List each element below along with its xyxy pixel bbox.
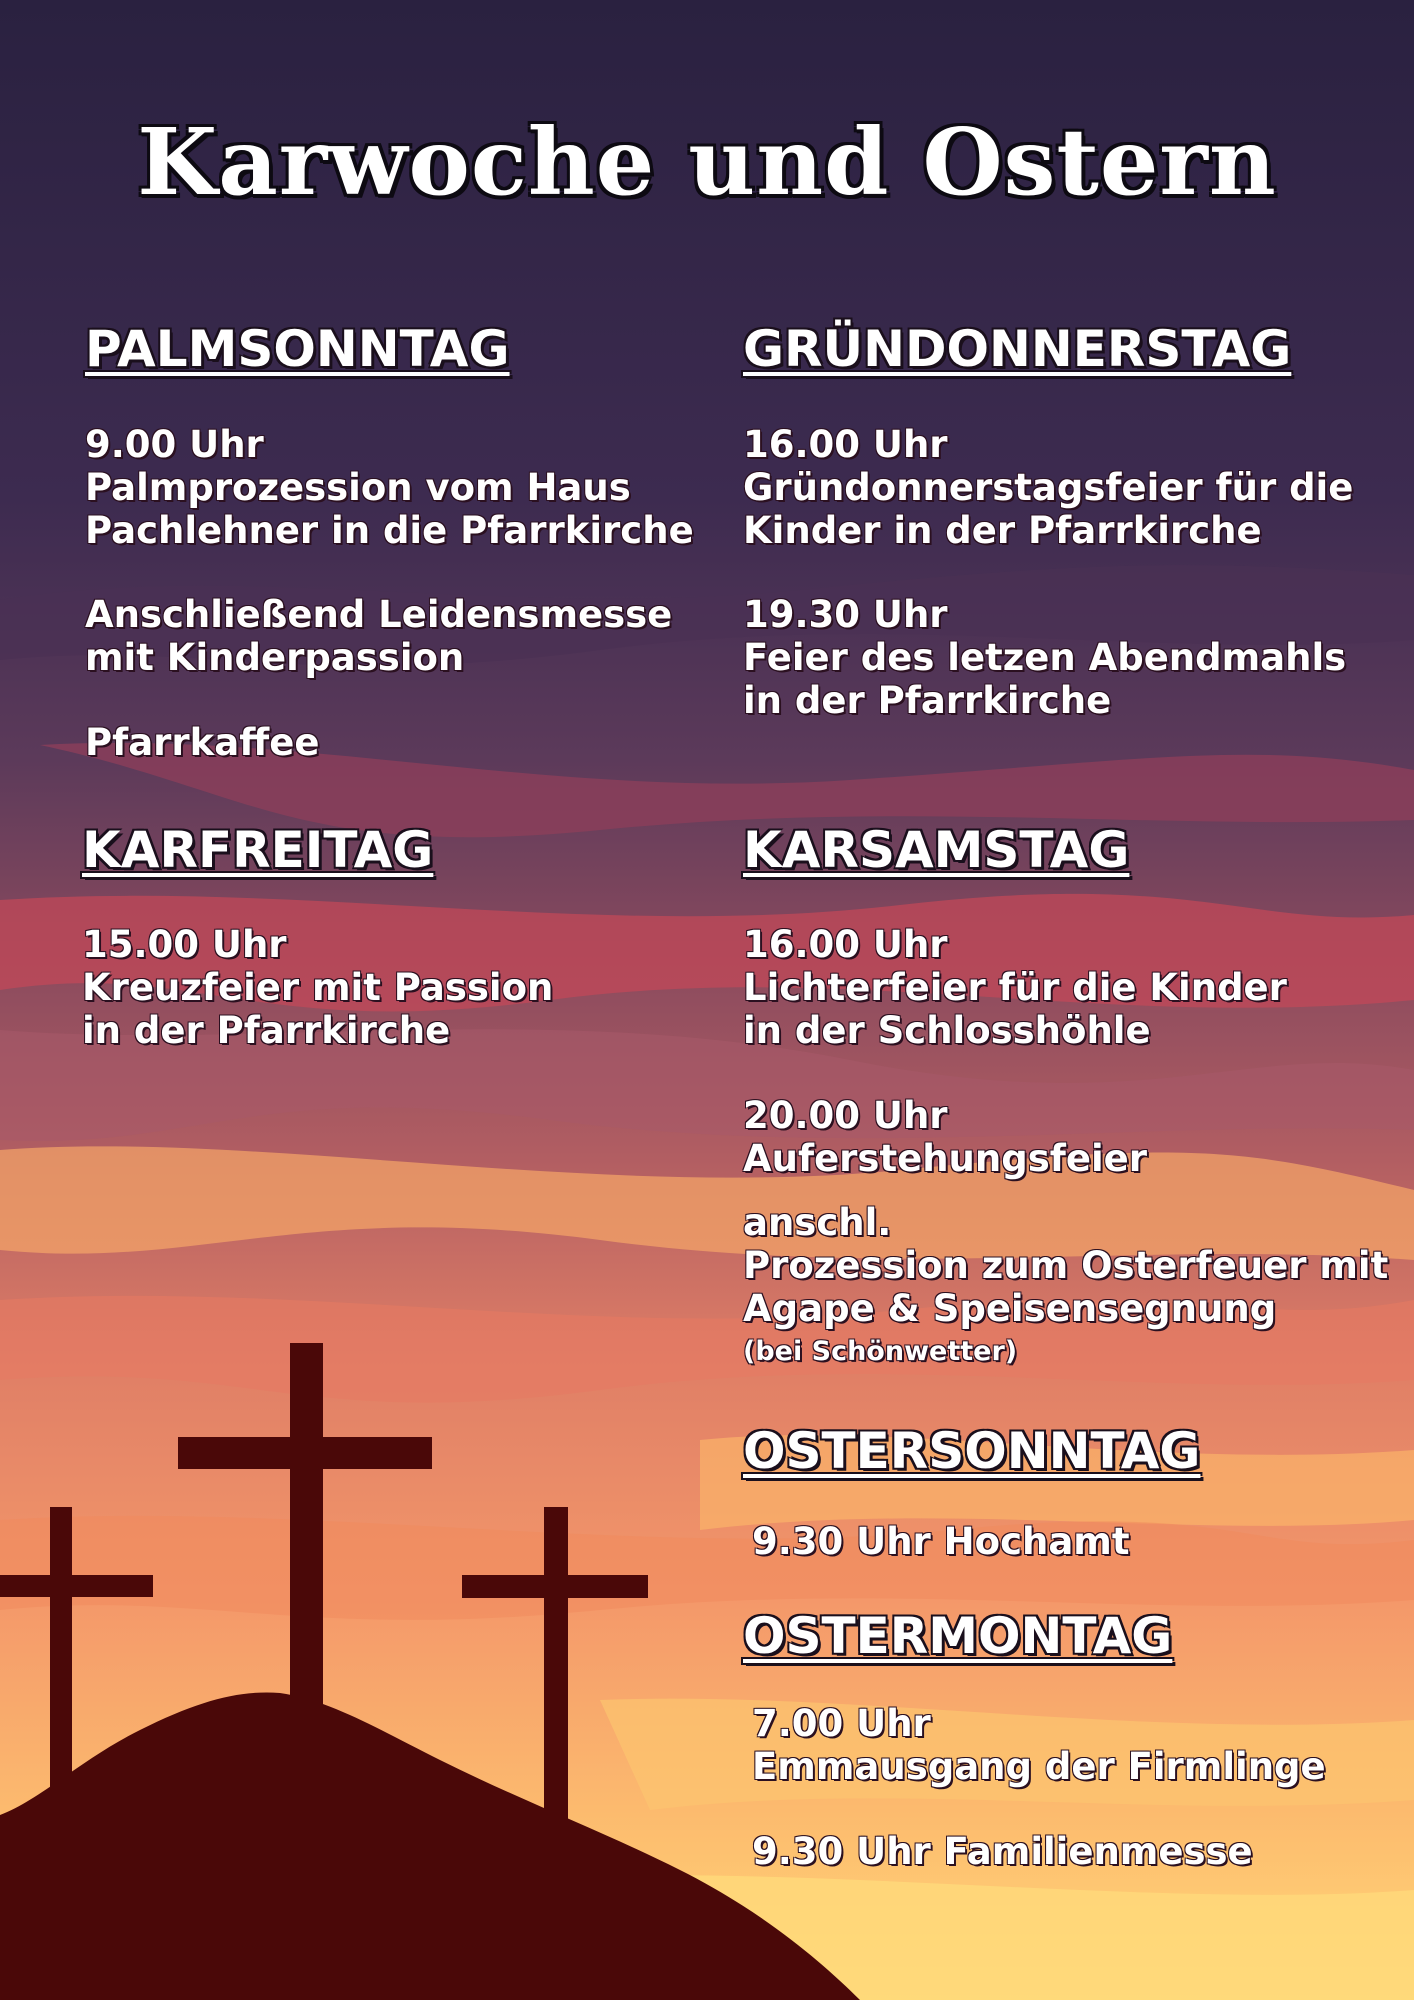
entry-karfreitag-1: 15.00 Uhr Kreuzfeier mit Passion in der Pfarrkirche <box>82 923 554 1052</box>
cross-right-beam <box>462 1575 648 1598</box>
cross-right-post <box>544 1507 568 1827</box>
cross-center-post <box>290 1343 323 1708</box>
heading-karsamstag: KARSAMSTAG <box>743 821 1130 879</box>
heading-karfreitag: KARFREITAG <box>82 821 434 879</box>
entry-ostermontag-2: 9.30 Uhr Familienmesse <box>752 1830 1253 1873</box>
entry-ostersonntag-1: 9.30 Uhr Hochamt <box>752 1520 1130 1563</box>
cross-left-beam <box>0 1575 153 1597</box>
entry-gruendonnerstag-1: 16.00 Uhr Gründonnerstagsfeier für die Kinder in der Pfarrkirche <box>743 423 1354 552</box>
heading-palmsonntag: PALMSONNTAG <box>85 320 510 378</box>
cross-left-post <box>50 1507 72 1827</box>
heading-ostersonntag: OSTERSONNTAG <box>743 1422 1201 1480</box>
entry-karsamstag-3: anschl. Prozession zum Osterfeuer mit Agape & Speisensegnung <box>743 1201 1389 1330</box>
heading-gruendonnerstag: GRÜNDONNERSTAG <box>743 320 1292 378</box>
entry-karsamstag-note: (bei Schönwetter) <box>743 1336 1018 1367</box>
entry-ostermontag-1: 7.00 Uhr Emmausgang der Firmlinge <box>752 1702 1326 1788</box>
page-title: Karwoche und Ostern <box>137 108 1277 216</box>
entry-karsamstag-2: 20.00 Uhr Auferstehungsfeier <box>743 1094 1147 1180</box>
heading-ostermontag: OSTERMONTAG <box>743 1607 1173 1665</box>
entry-palmsonntag-3: Pfarrkaffee <box>85 721 320 764</box>
entry-gruendonnerstag-2: 19.30 Uhr Feier des letzen Abendmahls in der Pfarrkirche <box>743 593 1347 722</box>
cross-center-beam <box>178 1437 432 1469</box>
entry-palmsonntag-2: Anschließend Leidensmesse mit Kinderpassion <box>85 593 673 679</box>
entry-karsamstag-1: 16.00 Uhr Lichterfeier für die Kinder in der Schlosshöhle <box>743 923 1287 1052</box>
entry-palmsonntag-1: 9.00 Uhr Palmprozession vom Haus Pachlehner in die Pfarrkirche <box>85 423 694 552</box>
